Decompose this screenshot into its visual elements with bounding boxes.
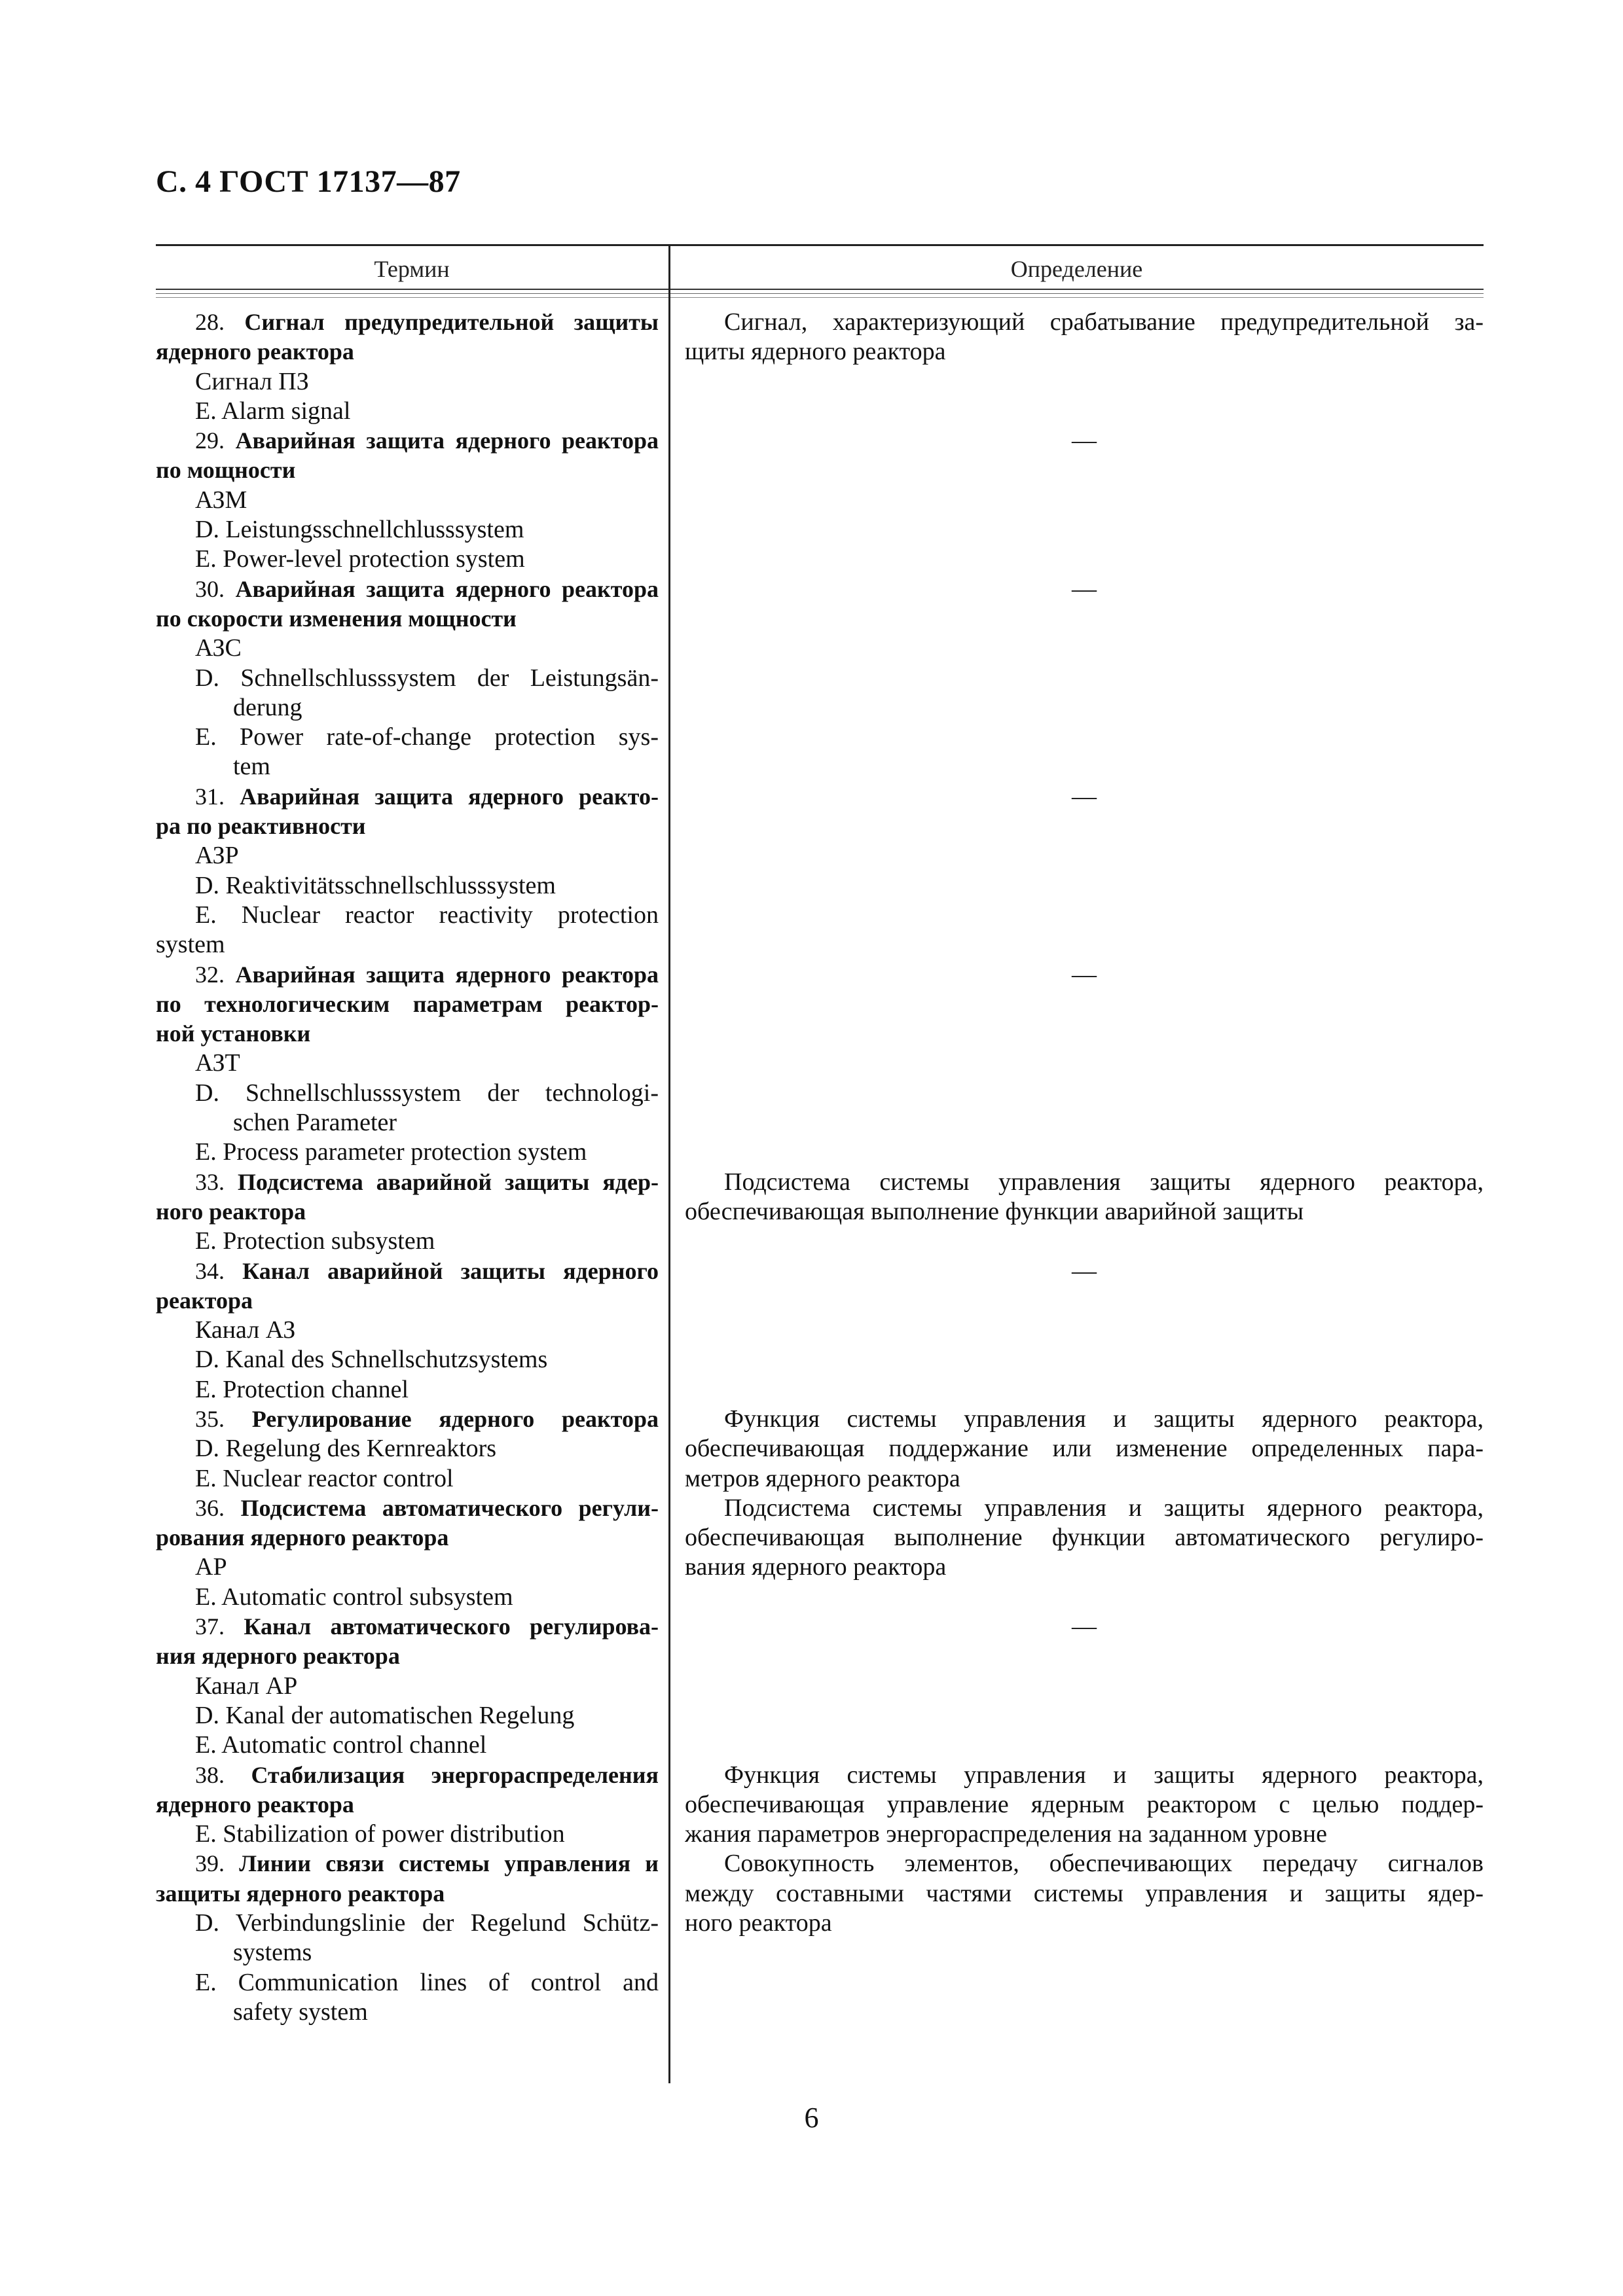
term-line: [156, 486, 659, 515]
definition-text: метров ядерного реактора: [685, 1464, 960, 1492]
definition-line: [685, 1049, 1484, 1078]
term-line: [156, 1079, 659, 1108]
term-number: 33.: [195, 1168, 238, 1195]
term-line: [156, 1761, 659, 1790]
term-text: E. Power rate-of-change protection sys-: [195, 723, 659, 751]
term-text: D. Schnellschlusssystem der technologi-: [195, 1079, 659, 1107]
column-header-definition: Определение: [1010, 256, 1143, 282]
definition-column: [685, 308, 1484, 1938]
term-text: Канал аварийной защиты ядерного: [242, 1257, 659, 1284]
term-line: [156, 337, 659, 367]
definition-text: Функция системы управления и защиты ядерного реактора,: [724, 1405, 1484, 1433]
definition-line: [685, 1138, 1484, 1167]
term-text: Канал автоматического регулирова-: [244, 1613, 659, 1640]
term-text: АЗТ: [195, 1049, 240, 1077]
term-line: [156, 752, 659, 781]
term-line: [156, 930, 659, 960]
term-line: [156, 1731, 659, 1760]
term-number: 32.: [195, 961, 236, 988]
definition-line: [685, 990, 1484, 1019]
term-line: [156, 1938, 659, 1967]
term-line: [156, 575, 659, 604]
term-text: E. Power-level protection system: [195, 545, 525, 573]
term-line: [156, 397, 659, 426]
term-line: [156, 1405, 659, 1434]
term-text: Аварийная защита ядерного реактора: [235, 575, 659, 602]
definition-text: жания параметров энергораспределения на заданном уровне: [685, 1820, 1327, 1848]
term-text: E. Automatic control subsystem: [195, 1583, 513, 1611]
term-line: [156, 1641, 659, 1671]
term-text: E. Protection subsystem: [195, 1227, 435, 1255]
term-number: 30.: [195, 575, 236, 602]
term-text: Подсистема автоматического регули-: [240, 1494, 659, 1521]
page-number: 6: [804, 2102, 819, 2134]
definition-line: [685, 812, 1484, 841]
term-text: D. Regelung des Kernreaktors: [195, 1435, 497, 1463]
definition-text: —: [1072, 960, 1097, 988]
definition-line: [685, 1019, 1484, 1049]
term-line: [156, 308, 659, 337]
definition-line: [685, 1552, 1484, 1582]
term-line: [156, 604, 659, 634]
term-number: 34.: [195, 1257, 243, 1284]
definition-text: —: [1072, 575, 1097, 603]
term-text: safety system: [233, 1998, 368, 2026]
term-line: [156, 1552, 659, 1582]
definition-line: [685, 1820, 1484, 1849]
term-line: [156, 1523, 659, 1552]
definition-text: —: [1072, 1257, 1097, 1285]
term-text: по технологическим параметрам реактор-: [156, 990, 659, 1017]
definition-line: [685, 1257, 1484, 1286]
term-line: [156, 812, 659, 841]
definition-line: [685, 1583, 1484, 1612]
term-text: system: [156, 931, 225, 959]
term-line: [156, 1108, 659, 1138]
term-text: по скорости изменения мощности: [156, 605, 517, 632]
definition-text: щиты ядерного реактора: [685, 338, 946, 366]
definition-line: [685, 1197, 1484, 1227]
definition-line: [685, 1731, 1484, 1760]
definition-text: обеспечивающая выполнение функции автоматического регулиро-: [685, 1524, 1484, 1552]
term-text: systems: [233, 1939, 312, 1967]
term-line: [156, 723, 659, 752]
definition-line: [685, 1494, 1484, 1523]
term-number: 38.: [195, 1761, 251, 1788]
definition-text: обеспечивающая выполнение функции аварийной защиты: [685, 1197, 1304, 1225]
table-top-rule: [156, 244, 1484, 246]
term-line: [156, 1316, 659, 1345]
term-line: [156, 1879, 659, 1909]
definition-text: Сигнал, характеризующий срабатывание предупредительной за-: [724, 308, 1484, 336]
definition-text: —: [1072, 782, 1097, 810]
term-text: АЗМ: [195, 486, 247, 514]
term-text: рования ядерного реактора: [156, 1524, 449, 1551]
term-text: Аварийная защита ядерного реакто-: [240, 783, 659, 810]
term-text: D. Leistungsschnellchlusssystem: [195, 516, 524, 544]
term-number: 28.: [195, 309, 245, 335]
term-text: ной установки: [156, 1020, 311, 1047]
definition-text: обеспечивающая управление ядерным реактором с целью поддер-: [685, 1790, 1484, 1818]
term-line: [156, 1019, 659, 1049]
term-line: [156, 901, 659, 930]
term-line: [156, 782, 659, 812]
term-text: ядерного реактора: [156, 338, 354, 365]
definition-line: [685, 1168, 1484, 1197]
term-text: Линии связи системы управления и: [239, 1850, 659, 1877]
term-line: [156, 1434, 659, 1463]
definition-line: [685, 426, 1484, 456]
definition-text: обеспечивающая поддержание или изменение определенных пара-: [685, 1435, 1484, 1463]
definition-line: [685, 486, 1484, 515]
term-text: Канал АР: [195, 1672, 298, 1700]
definition-line: [685, 871, 1484, 901]
term-line: [156, 1820, 659, 1849]
term-line: [156, 1197, 659, 1227]
definition-line: [685, 1464, 1484, 1494]
term-text: защиты ядерного реактора: [156, 1880, 445, 1907]
term-text: Сигнал ПЗ: [195, 367, 309, 395]
definition-line: [685, 901, 1484, 930]
definition-line: [685, 545, 1484, 574]
term-line: [156, 1672, 659, 1701]
term-number: 35.: [195, 1405, 252, 1432]
definition-text: между составными частями системы управления и защиты ядер-: [685, 1879, 1484, 1907]
column-header-term: Термин: [374, 256, 450, 282]
term-line: [156, 1909, 659, 1938]
term-text: E. Nuclear reactor reactivity protection: [195, 901, 659, 929]
definition-text: Совокупность элементов, обеспечивающих передачу сигналов: [724, 1850, 1484, 1878]
term-line: [156, 1583, 659, 1612]
term-line: [156, 1464, 659, 1494]
term-text: tem: [233, 753, 270, 781]
definition-line: [685, 604, 1484, 634]
definition-line: [685, 367, 1484, 397]
definition-line: [685, 1672, 1484, 1701]
term-line: [156, 664, 659, 693]
term-text: ния ядерного реактора: [156, 1643, 400, 1670]
term-text: Аварийная защита ядерного реактора: [235, 961, 659, 988]
term-text: schen Parameter: [233, 1109, 397, 1137]
term-text: Стабилизация энергораспределения: [251, 1761, 659, 1788]
definition-line: [685, 782, 1484, 812]
term-number: 36.: [195, 1494, 241, 1521]
term-text: D. Kanal der automatischen Regelung: [195, 1701, 575, 1729]
term-line: [156, 1612, 659, 1641]
definition-line: [685, 1227, 1484, 1256]
definition-line: [685, 1079, 1484, 1108]
term-text: D. Schnellschlusssystem der Leistungsän-: [195, 664, 659, 692]
term-line: [156, 367, 659, 397]
term-text: ного реактора: [156, 1198, 306, 1225]
header-rule: [156, 289, 1484, 290]
definition-line: [685, 1108, 1484, 1138]
term-line: [156, 1286, 659, 1316]
definition-line: [685, 1345, 1484, 1374]
header-rule: [156, 293, 1484, 294]
term-number: 39.: [195, 1850, 240, 1877]
term-line: [156, 634, 659, 663]
definition-line: [685, 930, 1484, 960]
term-text: E. Process parameter protection system: [195, 1138, 587, 1166]
term-line: [156, 1138, 659, 1167]
definition-line: [685, 1849, 1484, 1878]
term-text: D. Reaktivitätsschnellschlusssystem: [195, 871, 556, 899]
term-line: [156, 1998, 659, 2027]
definition-text: Подсистема системы управления защиты ядерного реактора,: [724, 1168, 1484, 1196]
term-line: [156, 1790, 659, 1820]
definition-line: [685, 515, 1484, 545]
term-text: derung: [233, 693, 302, 721]
term-text: Канал АЗ: [195, 1316, 296, 1344]
term-line: [156, 426, 659, 456]
definition-line: [685, 1761, 1484, 1790]
definition-line: [685, 1434, 1484, 1463]
definition-line: [685, 1316, 1484, 1345]
term-text: E. Communication lines of control and: [195, 1968, 659, 1996]
term-line: [156, 871, 659, 901]
definition-line: [685, 1790, 1484, 1820]
term-number: 31.: [195, 783, 240, 810]
definition-line: [685, 960, 1484, 990]
term-line: [156, 693, 659, 723]
term-number: 37.: [195, 1613, 244, 1640]
term-number: 29.: [195, 427, 236, 454]
term-line: [156, 456, 659, 485]
term-text: Подсистема аварийной защиты ядер-: [237, 1168, 659, 1195]
definition-line: [685, 723, 1484, 752]
term-line: [156, 960, 659, 990]
term-line: [156, 545, 659, 574]
definition-line: [685, 1909, 1484, 1938]
term-line: [156, 1849, 659, 1878]
column-divider: [668, 244, 670, 2083]
definition-line: [685, 337, 1484, 367]
term-text: E. Automatic control channel: [195, 1731, 487, 1759]
definition-text: Подсистема системы управления и защиты ядерного реактора,: [724, 1494, 1484, 1522]
term-text: E. Nuclear reactor control: [195, 1464, 454, 1492]
definition-text: —: [1072, 427, 1097, 455]
definition-line: [685, 397, 1484, 426]
term-text: E. Alarm signal: [195, 397, 351, 425]
definition-line: [685, 308, 1484, 337]
term-line: [156, 990, 659, 1019]
term-text: D. Kanal des Schnellschutzsystems: [195, 1346, 548, 1374]
term-line: [156, 1227, 659, 1256]
term-text: E. Protection channel: [195, 1375, 409, 1403]
term-line: [156, 1375, 659, 1405]
term-line: [156, 1257, 659, 1286]
term-text: Сигнал предупредительной защиты: [244, 309, 659, 335]
definition-line: [685, 1375, 1484, 1405]
definition-line: [685, 1641, 1484, 1671]
term-line: [156, 1968, 659, 1998]
term-text: АР: [195, 1553, 227, 1581]
definition-line: [685, 634, 1484, 663]
term-text: Регулирование ядерного реактора: [251, 1405, 659, 1432]
term-column: [156, 308, 659, 2027]
term-line: [156, 1494, 659, 1523]
term-line: [156, 515, 659, 545]
term-text: D. Verbindungslinie der Regelund Schütz-: [195, 1909, 659, 1937]
term-line: [156, 841, 659, 870]
definition-line: [685, 456, 1484, 485]
term-text: E. Stabilization of power distribution: [195, 1820, 565, 1848]
header-rule: [156, 297, 1484, 298]
definition-line: [685, 841, 1484, 870]
definition-line: [685, 1612, 1484, 1641]
term-line: [156, 1049, 659, 1078]
definition-line: [685, 693, 1484, 723]
term-text: Аварийная защита ядерного реактора: [235, 427, 659, 454]
term-text: по мощности: [156, 457, 296, 484]
definition-line: [685, 664, 1484, 693]
definition-line: [685, 1523, 1484, 1552]
term-text: АЗС: [195, 634, 242, 662]
term-text: ра по реактивности: [156, 813, 366, 840]
definition-line: [685, 1405, 1484, 1434]
term-line: [156, 1168, 659, 1197]
term-text: АЗР: [195, 842, 239, 870]
definition-text: ного реактора: [685, 1909, 832, 1937]
term-line: [156, 1345, 659, 1374]
definition-text: вания ядерного реактора: [685, 1553, 947, 1581]
definition-text: Функция системы управления и защиты ядерного реактора,: [724, 1761, 1484, 1789]
definition-line: [685, 1701, 1484, 1731]
term-text: реактора: [156, 1287, 253, 1314]
page-header: С. 4 ГОСТ 17137—87: [156, 164, 461, 199]
definition-line: [685, 1286, 1484, 1316]
definition-line: [685, 1879, 1484, 1909]
definition-line: [685, 752, 1484, 781]
term-text: ядерного реактора: [156, 1791, 354, 1818]
definition-line: [685, 575, 1484, 604]
definition-text: —: [1072, 1613, 1097, 1641]
term-line: [156, 1701, 659, 1731]
